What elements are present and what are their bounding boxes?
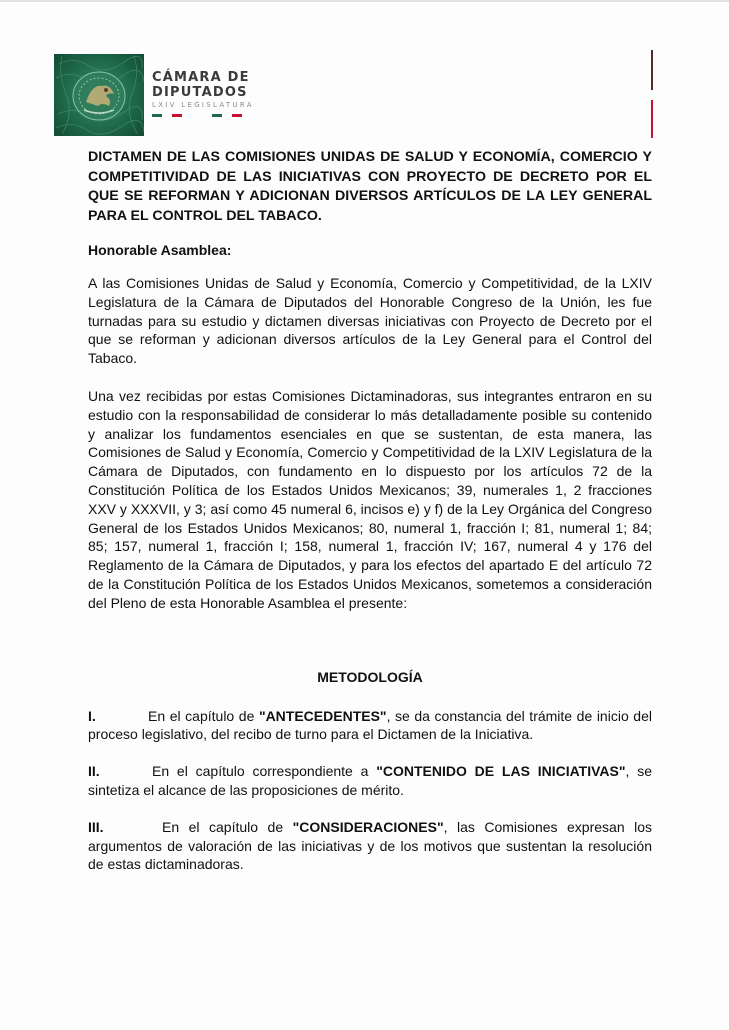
item-text-before: En el capítulo de	[148, 707, 259, 724]
document-body	[88, 148, 652, 874]
item-text-after: , se sintetiza el alcance de las proposiciones de mérito.	[88, 763, 652, 798]
item-text-after: , se da constancia del trámite de inicio del proceso legislativo, del recibo de turno para el Dictamen de la Iniciativa.	[88, 707, 652, 743]
item-text-before: En el capítulo de	[162, 818, 293, 835]
item-text-after: , las Comisiones expresan los argumentos de valoración de las iniciativas y de los motivos que sustentan la resolución de estas dictaminadoras.	[88, 818, 652, 873]
paragraph-legal-basis: Una vez recibidas por estas Comisiones Dictaminadoras, sus integrantes entraron en su estudio con la responsabilidad de considerar lo más detalladamente posible su contenido y analizar los fundamentos esenciales en que se sustentan, de esta manera, las Comisiones de Salud y Economía, Comercio y Competitividad de la LXIV Legislatura de la Cámara de Diputados, con fundamento en lo dispuesto por los artículos 72 de la Constitución Política de los Estados Unidos Mexicanos; 39, numerales 1, 2 fracciones XXV y XXXVII, y 3; así como 45 numeral 6, incisos e) y f) de la Ley Orgánica del Congreso General de los Estados Unidos Mexicanos; 80, numeral 1, fracción I; 81, numeral 1; 84; 85; 157, numeral 1, fracción I; 158, numeral 1, fracción IV; 167, numeral 4 y 176 del Reglamento de la Cámara de Diputados, y para los efectos del apartado E del artículo 72 de la Constitución Política de los Estados Unidos Mexicanos, sometemos a consideración del Pleno de esta Honorable Asamblea el presente:	[88, 387, 652, 611]
margin-line-red	[651, 100, 653, 138]
document-title: DICTAMEN DE LAS COMISIONES UNIDAS DE SALUD Y ECONOMÍA, COMERCIO Y COMPETITIVIDAD DE LAS INICIATIVAS CON PROYECTO DE DECRETO POR EL QUE SE REFORMAN Y ADICIONAN DIVERSOS ARTÍCULOS DE LA LEY GENERAL PARA EL CONTROL DEL TABACO.	[88, 149, 652, 224]
flag-stripe-left	[152, 114, 182, 117]
institution-wordmark	[152, 70, 254, 109]
institution-name-line1: CÁMARA DE	[152, 70, 250, 85]
paragraph-intro: A las Comisiones Unidas de Salud y Economía, Comercio y Competitividad, de la LXIV Legislatura de la Cámara de Diputados del Honorable Congreso de la Unión, les fue turnadas para su estudio y dictamen diversas iniciativas con Proyecto de Decreto por el que se reforman y adicionan diversos artículos de la Ley General para el Control del Tabaco.	[88, 275, 652, 367]
item-chapter-name: "CONSIDERACIONES"	[292, 818, 444, 835]
methodology-heading: METODOLOGÍA	[317, 668, 423, 685]
legislature-label: LXIV LEGISLATURA	[152, 101, 254, 109]
item-text-before: En el capítulo correspondiente a	[152, 763, 377, 780]
methodology-item	[88, 707, 652, 745]
coat-of-arms-icon	[54, 54, 144, 136]
item-chapter-name: "CONTENIDO DE LAS INICIATIVAS"	[376, 763, 626, 780]
institution-name-line2: DIPUTADOS	[152, 85, 248, 100]
methodology-item	[88, 762, 652, 800]
methodology-item	[88, 818, 652, 874]
item-numeral: I.	[88, 707, 96, 724]
item-chapter-name: "ANTECEDENTES"	[258, 707, 387, 724]
salutation: Honorable Asamblea:	[88, 242, 232, 258]
item-numeral: II.	[88, 763, 100, 780]
item-numeral: III.	[88, 818, 104, 835]
flag-stripe-right	[212, 114, 242, 117]
top-border	[0, 0, 729, 2]
margin-line-dark	[651, 50, 653, 90]
